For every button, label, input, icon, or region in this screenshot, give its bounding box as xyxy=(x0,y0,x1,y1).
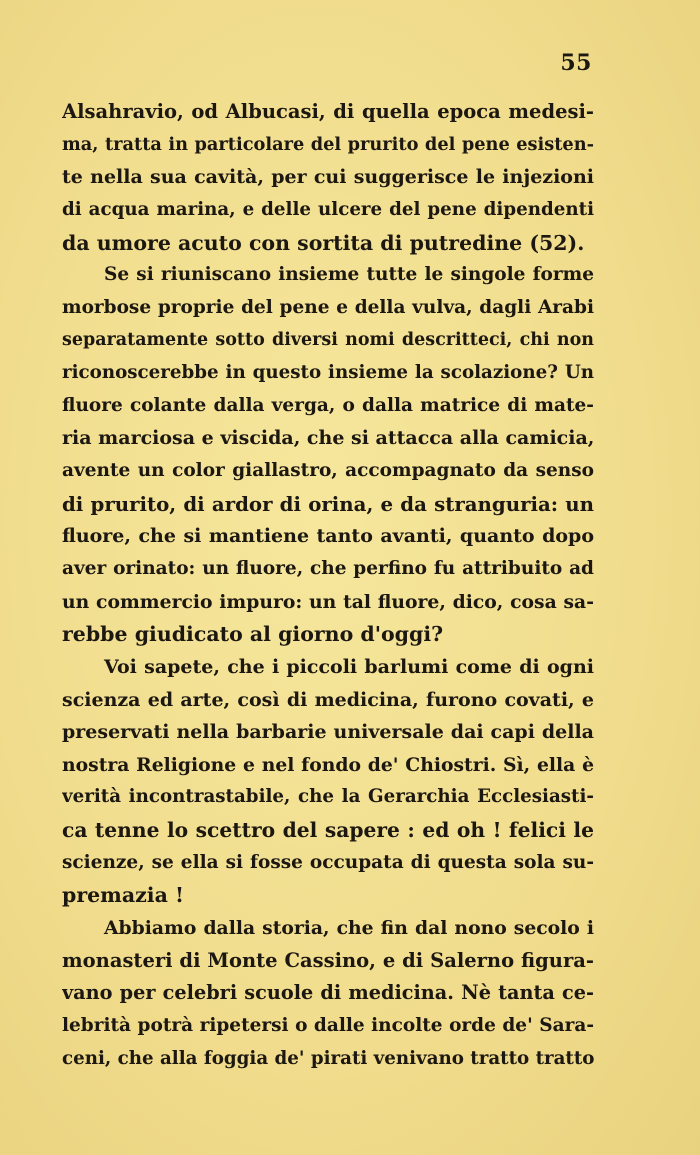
text-line: lebrità potrà ripetersi o dalle incolte orde de' Sara- xyxy=(62,1014,594,1036)
text-line: di prurito, di ardor di orina, e da stranguria: un xyxy=(62,491,594,516)
text-line: ca tenne lo scettro del sapere : ed oh ! felici le xyxy=(62,818,594,843)
text-line: avente un color giallastro, accompagnato da senso xyxy=(62,460,594,482)
paragraph-start-line: Voi sapete, che i piccoli barlumi come di ogni xyxy=(104,655,594,678)
text-line: monasteri di Monte Cassino, e di Salerno figura- xyxy=(62,948,594,972)
text-line: fluore, che si mantiene tanto avanti, quanto dopo xyxy=(62,525,594,548)
paragraph-start-line: Se si riuniscano insieme tutte le singole forme xyxy=(104,264,594,286)
text-line: da umore acuto con sortita di putredine (52). xyxy=(62,230,585,255)
text-line: fluore colante dalla verga, o dalla matrice di mate- xyxy=(62,394,594,416)
text-line: un commercio impuro: un tal fluore, dico, cosa sa- xyxy=(62,590,594,613)
text-line: nostra Religione e nel fondo de' Chiostri. Sì, ella è xyxy=(62,753,594,776)
text-line: di acqua marina, e delle ulcere del pene dipendenti xyxy=(62,198,594,220)
page-number: 55 xyxy=(560,50,592,76)
text-line: vano per celebri scuole di medicina. Nè tanta ce- xyxy=(62,981,594,1005)
body-text xyxy=(62,96,594,1075)
text-line: scienza ed arte, così di medicina, furono covati, e xyxy=(62,688,594,711)
text-line: rebbe giudicato al giorno d'oggi? xyxy=(62,622,444,647)
text-line: preservati nella barbarie universale dai capi della xyxy=(62,721,594,744)
text-line: premazia ! xyxy=(62,883,184,908)
text-line: morbose proprie del pene e della vulva, dagli Arabi xyxy=(62,296,594,318)
text-line: te nella sua cavità, per cui suggerisce le injezioni xyxy=(62,166,594,189)
text-line: Alsahravio, od Albucasi, di quella epoca medesi- xyxy=(62,100,594,123)
text-line: ma, tratta in particolare del prurito del pene esisten- xyxy=(62,133,594,155)
text-line: aver orinato: un fluore, che perfino fu attribuito ad xyxy=(62,557,594,579)
text-line: ria marciosa e viscida, che si attacca alla camicia, xyxy=(62,427,594,450)
text-line: separatamente sotto diversi nomi descritteci, chi non xyxy=(62,330,594,351)
text-line: riconoscerebbe in questo insieme la scolazione? Un xyxy=(62,362,594,384)
paragraph-start-line: Abbiamo dalla storia, che fin dal nono secolo i xyxy=(104,917,594,940)
text-line: ceni, che alla foggia de' pirati venivano tratto tratto xyxy=(62,1047,594,1069)
text-line: verità incontrastabile, che la Gerarchia Ecclesiasti- xyxy=(62,786,594,808)
text-line: scienze, se ella si fosse occupata di questa sola su- xyxy=(62,851,594,873)
